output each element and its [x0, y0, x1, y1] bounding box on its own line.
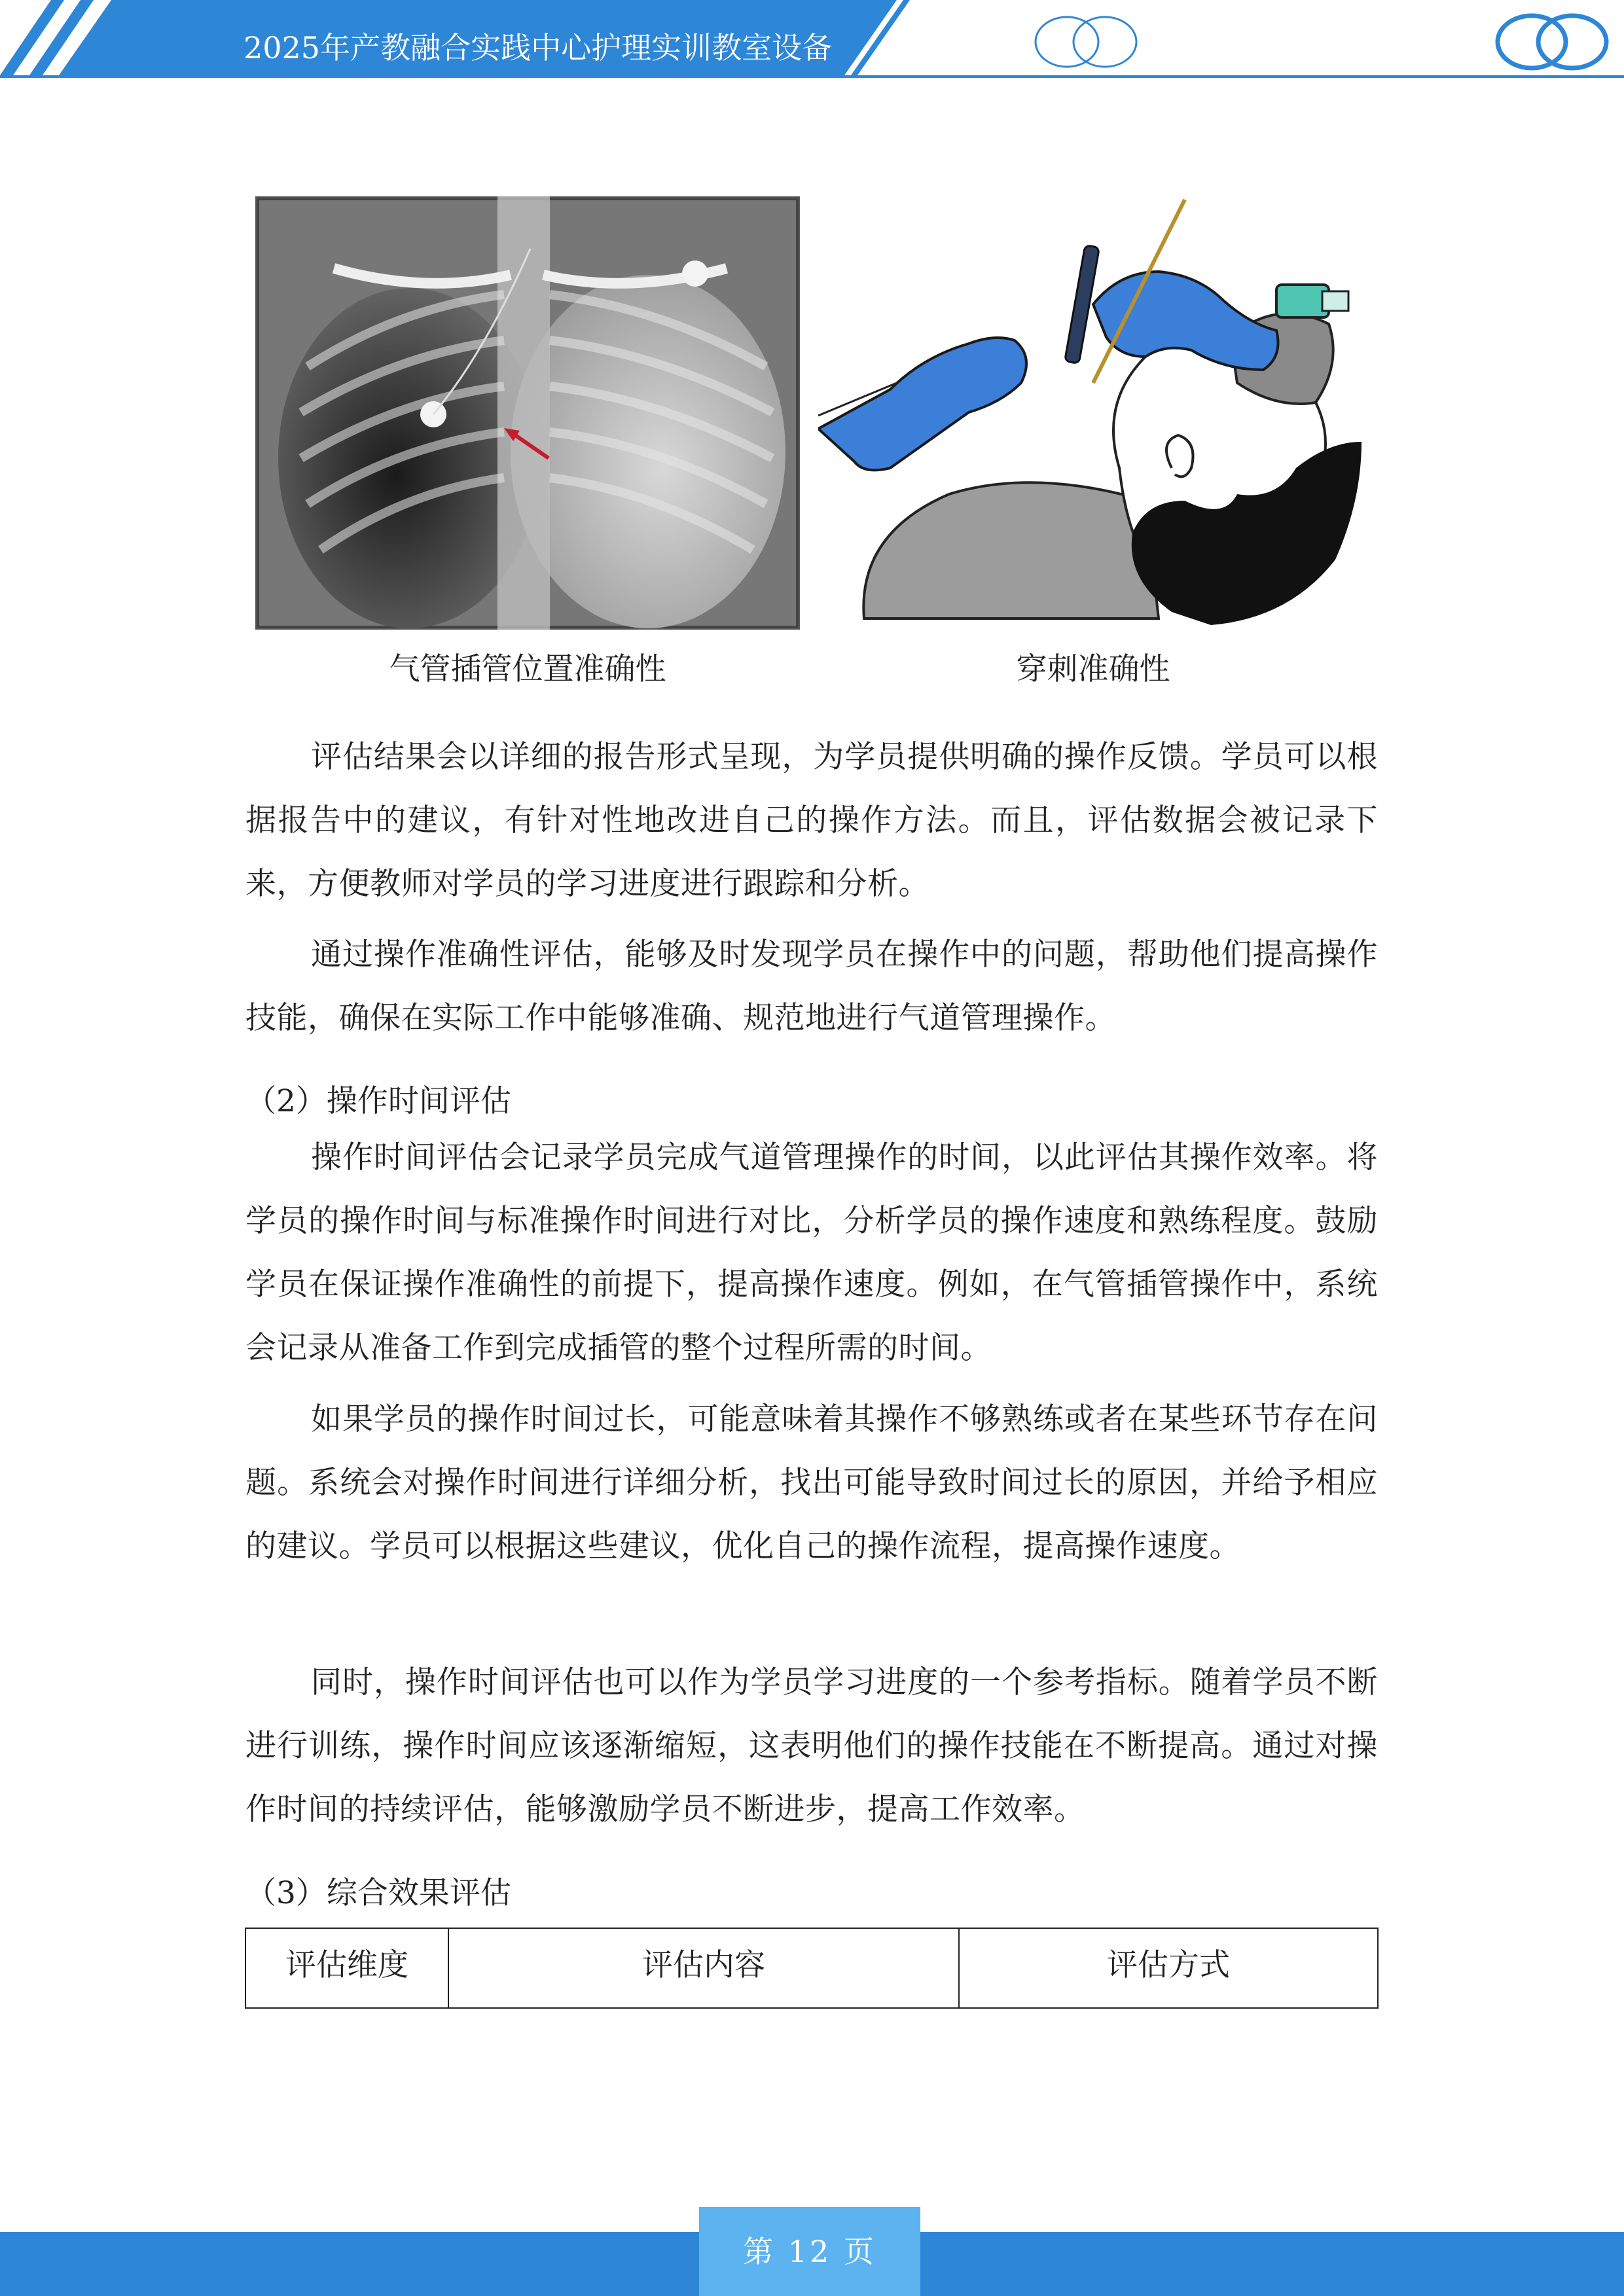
table-header-method: 评估方式: [959, 1928, 1378, 2008]
xray-caption: 气管插管位置准确性: [389, 651, 666, 687]
header-logo-right-icon: [1498, 16, 1606, 68]
xray-image: [255, 196, 800, 630]
paragraph-progress-indicator: 同时，操作时间评估也可以作为学员学习进度的一个参考指标。随着学员不断进行训练，操作时间应该逐渐缩短，这表明他们的操作技能在不断提高。通过对操作时间的持续评估，能够激励学员不断进步，提高工作效率。: [245, 1664, 1378, 1827]
puncture-illustration: [818, 193, 1368, 632]
paragraph-evaluation-report: 评估结果会以详细的报告形式呈现，为学员提供明确的操作反馈。学员可以根据报告中的建议，有针对性地改进自己的操作方法。而且，评估数据会被记录下来，方便教师对学员的学习进度进行跟踪和分析。: [245, 739, 1378, 902]
paragraph-time-analysis: 如果学员的操作时间过长，可能意味着其操作不够熟练或者在某些环节存在问题。系统会对操作时间进行详细分析，找出可能导致时间过长的原因，并给予相应的建议。学员可以根据这些建议，优化自己的操作流程，提高操作速度。: [245, 1401, 1378, 1564]
puncture-caption: 穿刺准确性: [1016, 651, 1170, 687]
evaluation-table: [245, 1928, 1379, 2009]
page-header: [0, 0, 1624, 85]
header-title: 2025年产教融合实践中心护理实训教室设备: [244, 30, 833, 65]
section-heading-comprehensive-evaluation: （3）综合效果评估: [245, 1875, 511, 1911]
header-logo-icon: [1036, 17, 1136, 67]
table-header-dimension: 评估维度: [245, 1928, 448, 2008]
paragraph-accuracy-summary: 通过操作准确性评估，能够及时发现学员在操作中的问题，帮助他们提高操作技能，确保在实际工作中能够准确、规范地进行气道管理操作。: [245, 937, 1378, 1036]
table-header-row: [245, 1928, 1378, 2008]
section-heading-time-evaluation: （2）操作时间评估: [245, 1083, 511, 1119]
page-number: 第 12 页: [699, 2207, 920, 2296]
table-header-content: 评估内容: [448, 1928, 959, 2008]
paragraph-time-evaluation: 操作时间评估会记录学员完成气道管理操作的时间，以此评估其操作效率。将学员的操作时间与标准操作时间进行对比，分析学员的操作速度和熟练程度。鼓励学员在保证操作准确性的前提下，提高操作速度。例如，在气管插管操作中，系统会记录从准备工作到完成插管的整个过程所需的时间。: [245, 1139, 1378, 1366]
